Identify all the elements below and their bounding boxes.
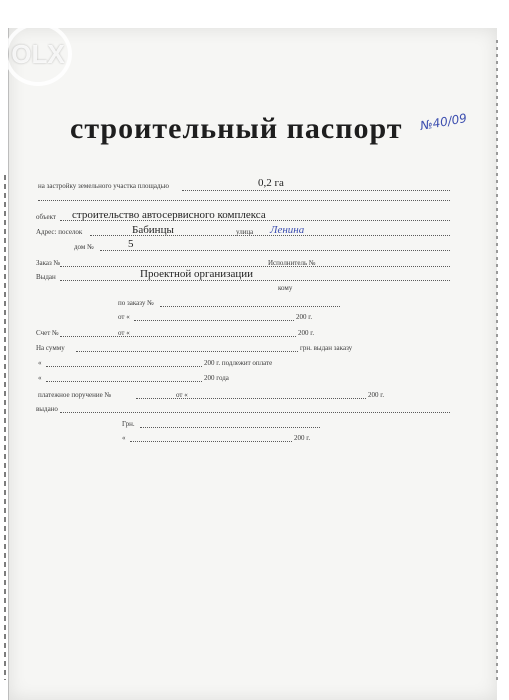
village-value: Бабинцы bbox=[132, 224, 174, 236]
sum-label: На сумму bbox=[36, 344, 65, 352]
blank-line-1 bbox=[38, 200, 450, 201]
sum-line bbox=[76, 351, 298, 352]
address-line bbox=[90, 235, 450, 236]
final-year: 200 г. bbox=[294, 434, 311, 442]
order-line bbox=[60, 266, 450, 267]
invoice-year: 200 г. bbox=[298, 329, 315, 337]
paid-date2-left: « bbox=[38, 374, 42, 382]
paid-line bbox=[46, 366, 202, 367]
address-label: Адрес: поселок bbox=[36, 228, 83, 236]
paid-date-left: « bbox=[38, 359, 42, 367]
payment-from: от « bbox=[176, 391, 188, 399]
handwritten-number: №40/09 bbox=[419, 111, 468, 133]
from1-line bbox=[134, 320, 294, 321]
object-line bbox=[60, 220, 450, 221]
lot-line bbox=[182, 190, 450, 191]
issued2-label: выдано bbox=[36, 405, 58, 413]
whom-label: кому bbox=[278, 284, 293, 292]
sum-right: грн. выдан заказу bbox=[300, 344, 353, 352]
street-label: улица bbox=[236, 228, 254, 236]
grn-label: Грн. bbox=[122, 420, 135, 428]
page-edge-right bbox=[496, 40, 498, 680]
paid-year2: 200 года bbox=[204, 374, 229, 382]
house-value: 5 bbox=[128, 238, 134, 250]
invoice-label: Счет № bbox=[36, 329, 59, 337]
issued-line bbox=[60, 280, 450, 281]
house-label: дом № bbox=[74, 243, 94, 251]
lot-value: 0,2 га bbox=[258, 177, 284, 189]
order-label: Заказ № bbox=[36, 259, 61, 267]
from1-label: от « bbox=[118, 313, 130, 321]
lot-label: на застройку земельного участка площадью bbox=[38, 182, 169, 190]
by-order-line bbox=[160, 306, 340, 307]
executor-label: Исполнитель № bbox=[268, 259, 316, 267]
final-left: « bbox=[122, 434, 126, 442]
issued2-line bbox=[60, 412, 450, 413]
invoice-from: от « bbox=[118, 329, 130, 337]
issued-label: Выдан bbox=[36, 273, 56, 281]
grn-line bbox=[140, 427, 320, 428]
payment-year: 200 г. bbox=[368, 391, 385, 399]
payment-line bbox=[136, 398, 366, 399]
final-line bbox=[130, 441, 292, 442]
object-value: строительство автосервисного комплекса bbox=[72, 209, 266, 221]
document-title: строительный паспорт bbox=[70, 112, 403, 145]
paid-year: 200 г. подлежит оплате bbox=[204, 359, 273, 367]
page-edge-left bbox=[4, 175, 6, 680]
paid2-line bbox=[46, 381, 202, 382]
by-order-label: по заказу № bbox=[118, 299, 154, 307]
invoice-line bbox=[60, 336, 296, 337]
year1-label: 200 г. bbox=[296, 313, 313, 321]
street-value: Ленина bbox=[270, 224, 305, 236]
issued-value: Проектной организации bbox=[140, 268, 254, 280]
house-line bbox=[100, 250, 450, 251]
object-label: объект bbox=[36, 213, 56, 221]
payment-label: платежное поручение № bbox=[38, 391, 112, 399]
watermark-logo: OLX bbox=[4, 22, 72, 86]
